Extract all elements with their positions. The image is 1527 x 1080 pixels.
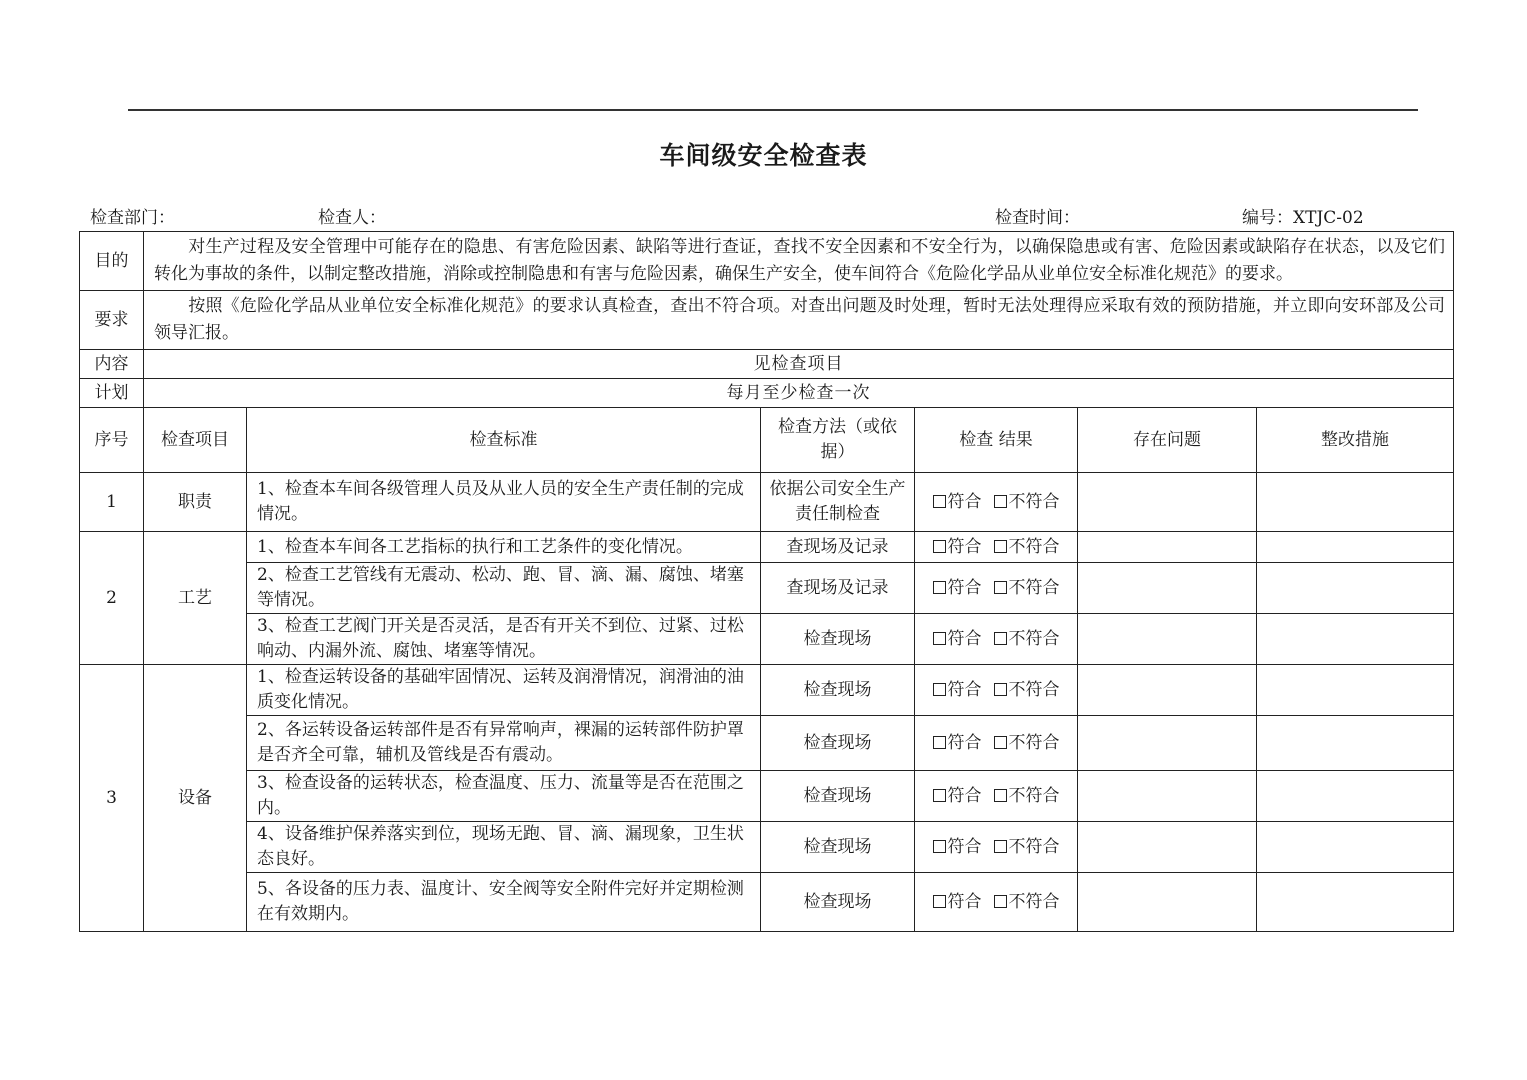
fix-cell[interactable]	[1257, 532, 1454, 563]
issue-cell[interactable]	[1078, 563, 1257, 614]
issue-cell[interactable]	[1078, 473, 1257, 532]
pass-checkbox[interactable]	[933, 683, 946, 696]
check-result	[915, 532, 1078, 563]
table-row	[80, 473, 1454, 532]
group-number: 3	[80, 665, 144, 932]
check-method: 检查现场	[761, 822, 915, 873]
issue-cell[interactable]	[1078, 532, 1257, 563]
pass-label: 符合	[947, 891, 982, 912]
header-rule	[128, 109, 1418, 111]
group-number: 2	[80, 532, 144, 665]
pass-label: 符合	[947, 628, 982, 649]
check-method: 查现场及记录	[761, 532, 915, 563]
page-title: 车间级安全检查表	[659, 141, 868, 170]
fix-cell[interactable]	[1257, 665, 1454, 716]
fix-cell[interactable]	[1257, 563, 1454, 614]
check-method: 检查现场	[761, 665, 915, 716]
check-standard: 1、检查本车间各级管理人员及从业人员的安全生产责任制的完成情况。	[247, 473, 761, 532]
plan-row	[80, 379, 1454, 408]
fail-checkbox[interactable]	[994, 581, 1007, 594]
table-row	[80, 665, 1454, 716]
pass-label: 符合	[947, 785, 982, 806]
check-standard: 3、检查工艺阀门开关是否灵活，是否有开关不到位、过紧、过松响动、内漏外流、腐蚀、堵塞等情况。	[247, 614, 761, 665]
header-standard: 检查标准	[247, 408, 761, 473]
table-row	[80, 614, 1454, 665]
check-standard: 4、设备维护保养落实到位，现场无跑、冒、滴、漏现象，卫生状态良好。	[247, 822, 761, 873]
check-result	[915, 771, 1078, 822]
check-method: 检查现场	[761, 873, 915, 932]
inspector-label: 检查人：	[318, 208, 386, 228]
check-standard: 5、各设备的压力表、温度计、安全阀等安全附件完好并定期检测在有效期内。	[247, 873, 761, 932]
pass-checkbox[interactable]	[933, 540, 946, 553]
issue-cell[interactable]	[1078, 716, 1257, 771]
form-code: 编号：XTJC-02	[1242, 208, 1364, 228]
check-standard: 1、检查本车间各工艺指标的执行和工艺条件的变化情况。	[247, 532, 761, 563]
group-item: 职责	[144, 473, 247, 532]
inspection-time-label: 检查时间：	[995, 208, 1080, 228]
pass-checkbox[interactable]	[933, 632, 946, 645]
header-no: 序号	[80, 408, 144, 473]
header-issue: 存在问题	[1078, 408, 1257, 473]
pass-checkbox[interactable]	[933, 581, 946, 594]
check-standard: 3、检查设备的运转状态，检查温度、压力、流量等是否在范围之内。	[247, 771, 761, 822]
table-row	[80, 563, 1454, 614]
table-row	[80, 532, 1454, 563]
fail-label: 不符合	[1008, 785, 1060, 806]
fail-label: 不符合	[1008, 536, 1060, 557]
fix-cell[interactable]	[1257, 614, 1454, 665]
table-header-row	[80, 408, 1454, 473]
fail-checkbox[interactable]	[994, 495, 1007, 508]
fix-cell[interactable]	[1257, 473, 1454, 532]
group-item: 设备	[144, 665, 247, 932]
check-result	[915, 614, 1078, 665]
group-item: 工艺	[144, 532, 247, 665]
safety-checklist-table	[79, 231, 1454, 932]
check-method: 检查现场	[761, 771, 915, 822]
check-result	[915, 563, 1078, 614]
group-number: 1	[80, 473, 144, 532]
checklist-body	[80, 473, 1454, 932]
header-fix: 整改措施	[1257, 408, 1454, 473]
purpose-cell	[144, 232, 1454, 291]
requirement-label: 要求	[80, 291, 144, 350]
check-result	[915, 822, 1078, 873]
fail-checkbox[interactable]	[994, 683, 1007, 696]
pass-checkbox[interactable]	[933, 736, 946, 749]
requirement-cell	[144, 291, 1454, 350]
fail-label: 不符合	[1008, 891, 1060, 912]
plan-label: 计划	[80, 379, 144, 408]
header-method: 检查方法（或依据）	[761, 408, 915, 473]
plan-text: 每月至少检查一次	[144, 379, 1454, 408]
fail-label: 不符合	[1008, 836, 1060, 857]
pass-checkbox[interactable]	[933, 840, 946, 853]
check-standard: 1、检查运转设备的基础牢固情况、运转及润滑情况，润滑油的油质变化情况。	[247, 665, 761, 716]
check-result	[915, 716, 1078, 771]
pass-label: 符合	[947, 836, 982, 857]
purpose-label: 目的	[80, 232, 144, 291]
check-method: 依据公司安全生产责任制检查	[761, 473, 915, 532]
content-label: 内容	[80, 350, 144, 379]
fail-label: 不符合	[1008, 491, 1060, 512]
fix-cell[interactable]	[1257, 771, 1454, 822]
check-result	[915, 665, 1078, 716]
pass-checkbox[interactable]	[933, 895, 946, 908]
fix-cell[interactable]	[1257, 822, 1454, 873]
check-method: 检查现场	[761, 716, 915, 771]
fail-checkbox[interactable]	[994, 632, 1007, 645]
purpose-row	[80, 232, 1454, 291]
issue-cell[interactable]	[1078, 822, 1257, 873]
fix-cell[interactable]	[1257, 873, 1454, 932]
table-row	[80, 771, 1454, 822]
pass-label: 符合	[947, 577, 982, 598]
fail-checkbox[interactable]	[994, 789, 1007, 802]
pass-label: 符合	[947, 732, 982, 753]
check-standard: 2、各运转设备运转部件是否有异常响声，裸漏的运转部件防护罩是否齐全可靠，辅机及管线是否有震动。	[247, 716, 761, 771]
fail-label: 不符合	[1008, 628, 1060, 649]
check-method: 检查现场	[761, 614, 915, 665]
pass-label: 符合	[947, 536, 982, 557]
fail-checkbox[interactable]	[994, 540, 1007, 553]
table-row	[80, 873, 1454, 932]
check-result	[915, 473, 1078, 532]
requirement-text: 按照《危险化学品从业单位安全标准化规范》的要求认真检查，查出不符合项。对查出问题及时处理，暂时无法处理得应采取有效的预防措施，并立即向安环部及公司领导汇报。	[154, 296, 1445, 343]
header-result: 检查 结果	[915, 408, 1078, 473]
pass-checkbox[interactable]	[933, 495, 946, 508]
issue-cell[interactable]	[1078, 873, 1257, 932]
pass-label: 符合	[947, 679, 982, 700]
fail-label: 不符合	[1008, 679, 1060, 700]
requirement-row	[80, 291, 1454, 350]
fail-checkbox[interactable]	[994, 736, 1007, 749]
issue-cell[interactable]	[1078, 614, 1257, 665]
pass-label: 符合	[947, 491, 982, 512]
fail-checkbox[interactable]	[994, 895, 1007, 908]
table-row	[80, 716, 1454, 771]
header-item: 检查项目	[144, 408, 247, 473]
pass-checkbox[interactable]	[933, 789, 946, 802]
fail-checkbox[interactable]	[994, 840, 1007, 853]
department-label: 检查部门：	[90, 208, 175, 228]
issue-cell[interactable]	[1078, 771, 1257, 822]
check-standard: 2、检查工艺管线有无震动、松动、跑、冒、滴、漏、腐蚀、堵塞等情况。	[247, 563, 761, 614]
purpose-text: 对生产过程及安全管理中可能存在的隐患、有害危险因素、缺陷等进行查证，查找不安全因素和不安全行为，以确保隐患或有害、危险因素或缺陷存在状态，以及它们转化为事故的条件，以制定整改措施，消除或控制隐患和有害与危险因素，确保生产安全，使车间符合《危险化学品从业单位安全标准化规范》的要求。	[154, 237, 1445, 284]
check-result	[915, 873, 1078, 932]
table-row	[80, 822, 1454, 873]
fail-label: 不符合	[1008, 577, 1060, 598]
content-row	[80, 350, 1454, 379]
check-method: 查现场及记录	[761, 563, 915, 614]
content-text: 见检查项目	[144, 350, 1454, 379]
fix-cell[interactable]	[1257, 716, 1454, 771]
fail-label: 不符合	[1008, 732, 1060, 753]
issue-cell[interactable]	[1078, 665, 1257, 716]
